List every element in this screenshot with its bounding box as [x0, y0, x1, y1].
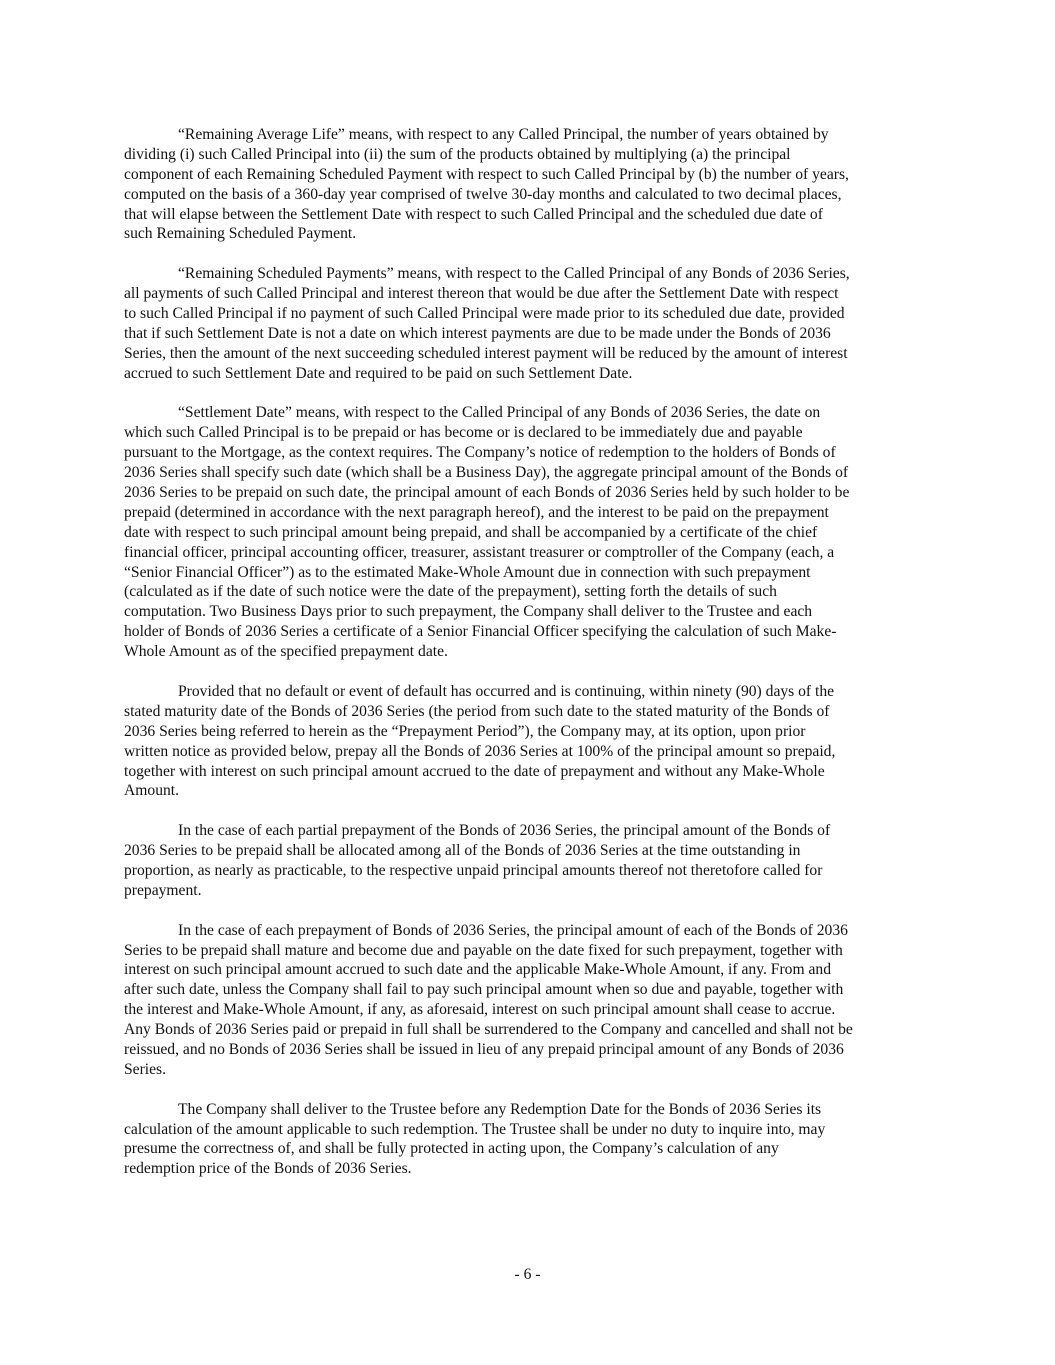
text-line: that will elapse between the Settlement Date with respect to such Called Principal and the scheduled due date of	[124, 205, 823, 223]
text-line: dividing (i) such Called Principal into (ii) the sum of the products obtained by multiplying (a) the principal	[124, 145, 791, 163]
text-line: Provided that no default or event of default has occurred and is continuing, within ninety (90) days of the	[178, 682, 835, 700]
text-line: interest on such principal amount accrued to such date and the applicable Make-Whole Amount, if any. From and	[124, 961, 831, 979]
text-line: 2036 Series to be prepaid shall be allocated among all of the Bonds of 2036 Series at the time outstanding in	[124, 842, 801, 860]
paragraph	[124, 682, 944, 801]
text-line: holder of Bonds of 2036 Series a certificate of a Senior Financial Officer specifying the calculation of such Make-	[124, 623, 837, 641]
text-line: In the case of each prepayment of Bonds of 2036 Series, the principal amount of each of the Bonds of 2036	[178, 921, 848, 939]
text-line: Whole Amount as of the specified prepayment date.	[124, 643, 448, 661]
text-line: together with interest on such principal amount accrued to the date of prepayment and without any Make-Whole	[124, 762, 825, 780]
page-number: - 6 -	[514, 1266, 541, 1283]
document-body	[124, 125, 944, 1199]
text-line: Series, then the amount of the next succeeding scheduled interest payment will be reduced by the amount of interest	[124, 344, 848, 362]
text-line: component of each Remaining Scheduled Payment with respect to such Called Principal by (b) the number of years,	[124, 165, 849, 183]
text-line: the interest and Make-Whole Amount, if any, as aforesaid, interest on such principal amount shall cease to accrue.	[124, 1001, 836, 1019]
text-line: accrued to such Settlement Date and required to be paid on such Settlement Date.	[124, 364, 633, 382]
text-line: to such Called Principal if no payment of such Called Principal were made prior to its scheduled due date, provided	[124, 305, 845, 323]
text-line: Series to be prepaid shall mature and become due and payable on the date fixed for such prepayment, together with	[124, 941, 843, 959]
text-line: (calculated as if the date of such notice were the date of the prepayment), setting forth the details of such	[124, 583, 777, 601]
text-line: Amount.	[124, 782, 180, 800]
paragraph	[124, 264, 944, 383]
paragraph	[124, 821, 944, 901]
text-line: In the case of each partial prepayment of the Bonds of 2036 Series, the principal amount of the Bonds of	[178, 822, 831, 840]
text-line: prepayment.	[124, 881, 202, 899]
text-line: proportion, as nearly as practicable, to the respective unpaid principal amounts thereof not theretofore called for	[124, 861, 823, 879]
text-line: pursuant to the Mortgage, as the context requires. The Company’s notice of redemption to the holders of Bonds of	[124, 444, 836, 462]
text-line: Any Bonds of 2036 Series paid or prepaid in full shall be surrendered to the Company and cancelled and shall not be	[124, 1021, 853, 1039]
text-line: prepaid (determined in accordance with the next paragraph hereof), and the interest to be paid on the prepayment	[124, 503, 829, 521]
text-line: all payments of such Called Principal and interest thereon that would be due after the Settlement Date with respect	[124, 285, 839, 303]
paragraph	[124, 403, 944, 662]
text-line: which such Called Principal is to be prepaid or has become or is declared to be immediately due and payable	[124, 424, 803, 442]
text-line: presume the correctness of, and shall be fully protected in acting upon, the Company’s calculation of any	[124, 1140, 779, 1158]
text-line: Series.	[124, 1060, 167, 1078]
text-line: computation. Two Business Days prior to such prepayment, the Company shall deliver to the Trustee and each	[124, 603, 813, 621]
text-line: written notice as provided below, prepay all the Bonds of 2036 Series at 100% of the principal amount so prepaid,	[124, 742, 836, 760]
text-line: stated maturity date of the Bonds of 2036 Series (the period from such date to the stated maturity of the Bonds of	[124, 702, 830, 720]
text-line: calculation of the amount applicable to such redemption. The Trustee shall be under no duty to inquire into, may	[124, 1120, 826, 1138]
text-line: financial officer, principal accounting officer, treasurer, assistant treasurer or comptroller of the Company (each, a	[124, 543, 835, 561]
text-line: after such date, unless the Company shall fail to pay such principal amount when so due and payable, together with	[124, 981, 844, 999]
text-line: redemption price of the Bonds of 2036 Series.	[124, 1160, 412, 1178]
text-line: “Remaining Average Life” means, with respect to any Called Principal, the number of years obtained by	[178, 126, 829, 143]
text-line: that if such Settlement Date is not a date on which interest payments are due to be made under the Bonds of 2036	[124, 324, 831, 342]
paragraph	[124, 921, 944, 1080]
text-line: 2036 Series shall specify such date (which shall be a Business Day), the aggregate principal amount of the Bonds of	[124, 464, 849, 482]
text-line: “Remaining Scheduled Payments” means, with respect to the Called Principal of any Bonds of 2036 Series,	[178, 265, 850, 283]
text-line: “Senior Financial Officer”) as to the estimated Make-Whole Amount due in connection with such prepayment	[124, 563, 811, 581]
text-line: computed on the basis of a 360-day year comprised of twelve 30-day months and calculated to two decimal places,	[124, 185, 842, 203]
text-line: 2036 Series to be prepaid on such date, the principal amount of each Bonds of 2036 Series held by such holder to be	[124, 484, 850, 502]
paragraph	[124, 125, 944, 244]
text-line: The Company shall deliver to the Trustee before any Redemption Date for the Bonds of 2036 Series its	[178, 1100, 822, 1118]
text-line: such Remaining Scheduled Payment.	[124, 225, 357, 243]
text-line: 2036 Series being referred to herein as the “Prepayment Period”), the Company may, at its option, upon prior	[124, 722, 806, 740]
text-line: “Settlement Date” means, with respect to the Called Principal of any Bonds of 2036 Series, the date on	[178, 404, 821, 422]
paragraph	[124, 1100, 944, 1180]
text-line: date with respect to such principal amount being prepaid, and shall be accompanied by a certificate of the chief	[124, 523, 818, 541]
text-line: reissued, and no Bonds of 2036 Series shall be issued in lieu of any prepaid principal amount of any Bonds of 2036	[124, 1040, 844, 1058]
